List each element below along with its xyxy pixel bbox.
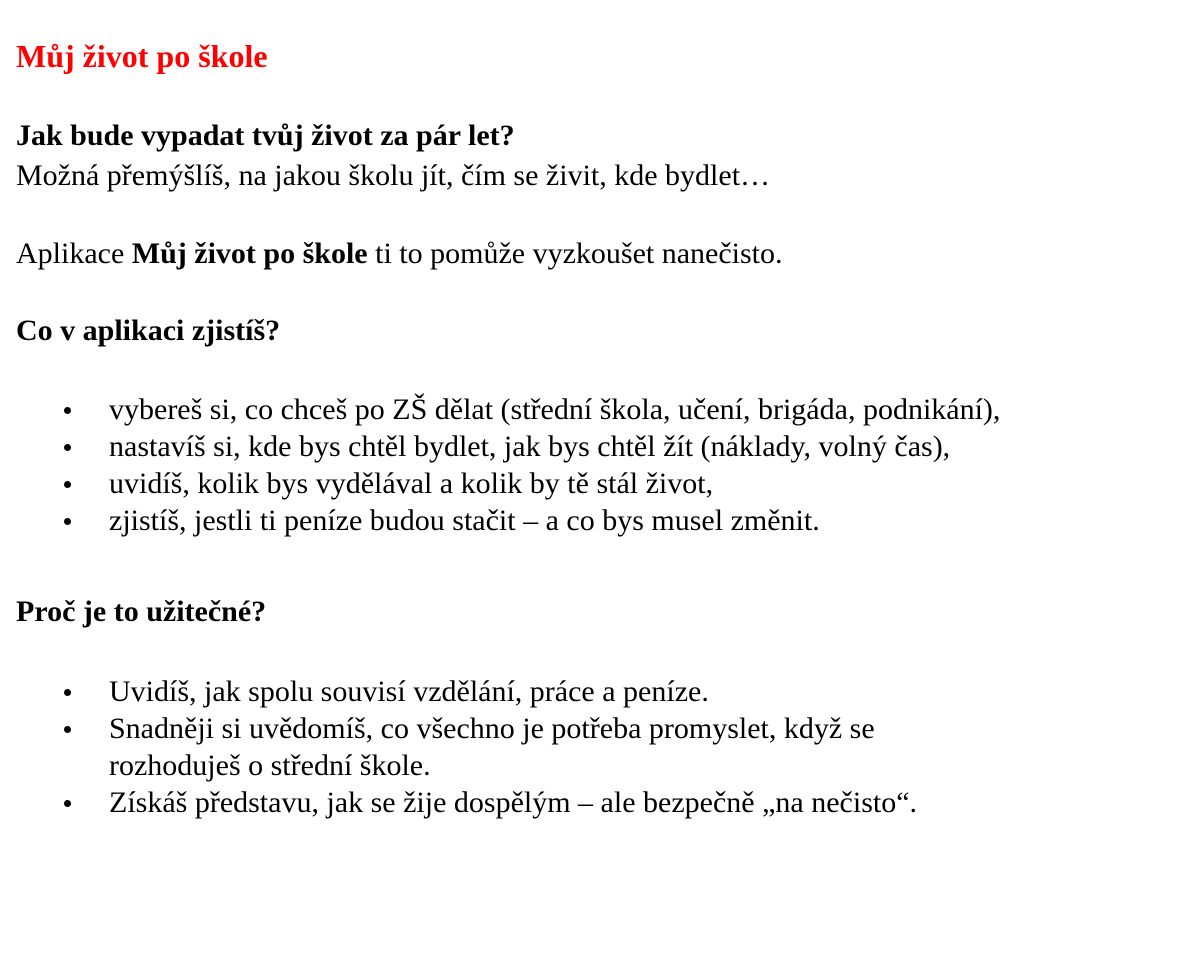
benefits-list (16, 673, 917, 821)
list-item-text: zjistíš, jestli ti peníze budou stačit – a co bys musel změnit. (109, 504, 820, 537)
list-item (16, 784, 917, 821)
features-list (16, 391, 1000, 539)
list-item (16, 428, 1000, 465)
list-item-line: Snadněji si uvědomíš, co všechno je potřeba promyslet, když se (109, 712, 875, 745)
list-item-line: Uvidíš, jak spolu souvisí vzdělání, práce a peníze. (109, 675, 709, 708)
list-item-text: nastavíš si, kde bys chtěl bydlet, jak bys chtěl žít (náklady, volný čas), (109, 430, 951, 463)
bullet-icon (64, 444, 71, 451)
features-heading: Co v aplikaci zjistíš? (16, 314, 281, 347)
list-item (16, 502, 1000, 539)
list-item-text (109, 784, 917, 821)
list-item (16, 673, 917, 710)
list-item-text: vybereš si, co chceš po ZŠ dělat (střední škola, učení, brigáda, podnikání), (109, 393, 1001, 426)
list-item-text: uvidíš, kolik bys vydělával a kolik by tě stál život, (109, 467, 714, 500)
bullet-icon (64, 689, 71, 696)
bullet-icon (64, 800, 71, 807)
list-item (16, 391, 1000, 428)
list-item-line: rozhoduješ o střední škole. (109, 749, 431, 782)
bullet-icon (64, 726, 71, 733)
benefits-heading: Proč je to užitečné? (16, 595, 267, 628)
document-title: Můj život po škole (16, 38, 268, 74)
bullet-icon (64, 407, 71, 414)
app-description (16, 235, 783, 273)
list-item-text (109, 710, 875, 784)
app-description-suffix: ti to pomůže vyzkoušet nanečisto. (367, 237, 783, 270)
app-name: Můj život po škole (131, 237, 368, 270)
intro-text: Možná přemýšlíš, na jakou školu jít, čím se živit, kde bydlet… (16, 159, 771, 192)
list-item-text (109, 673, 709, 710)
list-item-line: Získáš představu, jak se žije dospělým – ale bezpečně „na nečisto“. (109, 786, 918, 819)
intro-heading: Jak bude vypadat tvůj život za pár let? (16, 119, 515, 152)
app-description-prefix: Aplikace (16, 237, 132, 270)
list-item (16, 710, 917, 784)
bullet-icon (64, 481, 71, 488)
list-item (16, 465, 1000, 502)
bullet-icon (64, 518, 71, 525)
